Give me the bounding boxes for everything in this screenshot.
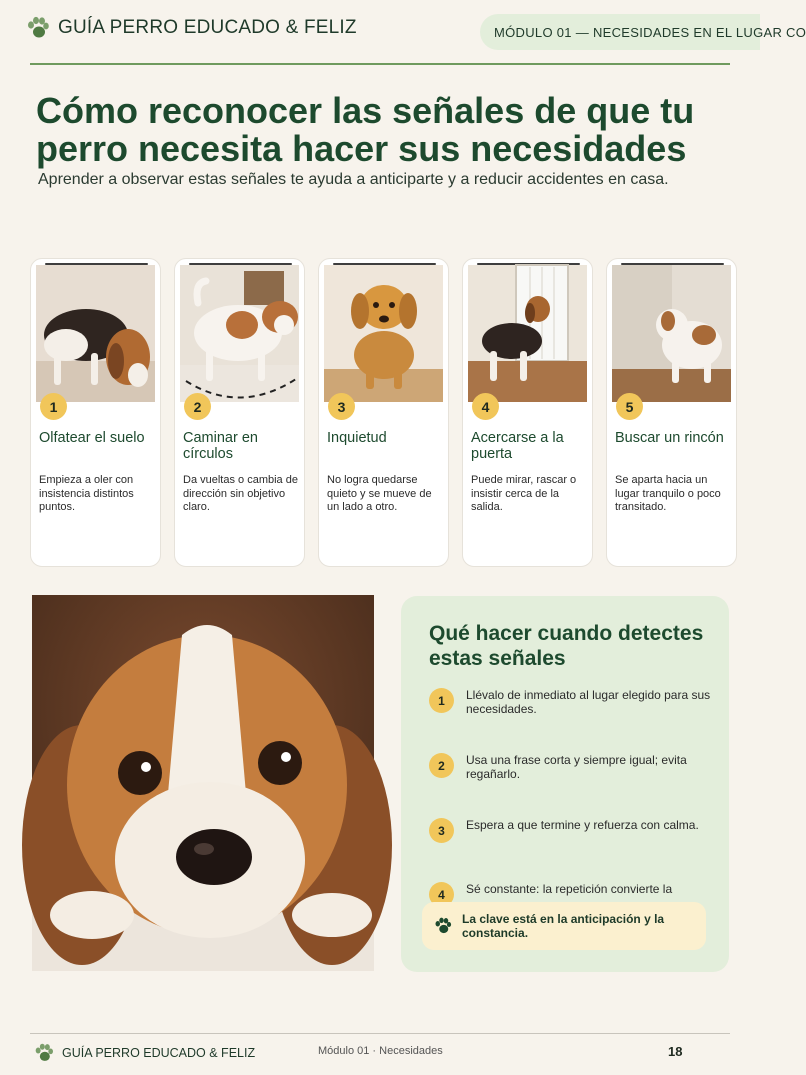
footer-divider [30,1033,730,1034]
what-to-do-panel [401,596,729,972]
signal-description: No logra quedarse quieto y se mueve de un lado a otro. [327,474,432,513]
step-text: Espera a que termine y refuerza con calma. [466,818,699,832]
step-number-badge: 3 [429,818,454,843]
signal-description: Se aparta hacia un lugar tranquilo o poco transitado. [615,474,721,513]
header-divider [30,63,730,65]
step-number-badge: 4 [429,882,454,907]
key-tip-callout [422,902,706,950]
beagle-puppy-photo [32,595,374,971]
signal-number-badge: 1 [40,393,67,420]
signal-card [462,258,593,567]
footer-brand [34,1043,255,1063]
signal-card [318,258,449,567]
puppy-sniffing-photo [36,265,155,402]
puppy-at-door-photo [468,265,587,402]
paw-icon [26,16,50,40]
step-text: Llévalo de inmediato al lugar elegido para sus necesidades. [466,688,711,716]
signal-number-badge: 5 [616,393,643,420]
signal-title: Buscar un rincón [615,430,724,446]
signal-card [30,258,161,567]
signal-title: Acercarse a la puerta [471,430,564,462]
puppy-corner-photo [612,265,731,402]
step-number-badge: 2 [429,753,454,778]
signal-number-badge: 3 [328,393,355,420]
signal-description: Empieza a oler con insistencia distintos puntos. [39,474,134,513]
signal-title: Olfatear el suelo [39,430,145,446]
module-pill: MÓDULO 01 — NECESIDADES EN EL LUGAR CO [480,14,760,50]
signals-list [30,258,737,567]
signal-number-badge: 2 [184,393,211,420]
page-subtitle: Aprender a observar estas señales te ayuda a anticiparte y a reducir accidentes en casa. [38,171,669,188]
brand [26,16,357,40]
signal-description: Puede mirar, rascar o insistir cerca de la salida. [471,474,577,513]
signal-card [174,258,305,567]
step-text: Usa una frase corta y siempre igual; evita regañarlo. [466,753,687,781]
footer-brand-name: GUÍA PERRO EDUCADO & FELIZ [62,1046,256,1060]
brand-name: GUÍA PERRO EDUCADO & FELIZ [58,17,357,38]
puppy-restless-photo [324,265,443,402]
signal-number-badge: 4 [472,393,499,420]
paw-icon [34,1043,54,1063]
callout-text: La clave está en la anticipación y la constancia. [462,912,665,940]
paw-icon [434,917,452,935]
page-number: 18 [668,1044,683,1059]
page-title: Cómo reconocer las señales de que tu perro necesita hacer sus necesidades [36,90,695,169]
signal-title: Inquietud [327,430,387,446]
puppy-circling-photo [180,265,299,402]
footer-section: Módulo 01 · Necesidades [318,1045,443,1057]
panel-title: Qué hacer cuando detectes estas señales [429,622,704,670]
signal-description: Da vueltas o cambia de dirección sin objetivo claro. [183,474,298,513]
step-number-badge: 1 [429,688,454,713]
signal-card [606,258,737,567]
signal-title: Caminar en círculos [183,430,258,462]
step-text: Sé constante: la repetición convierte la [466,882,673,896]
